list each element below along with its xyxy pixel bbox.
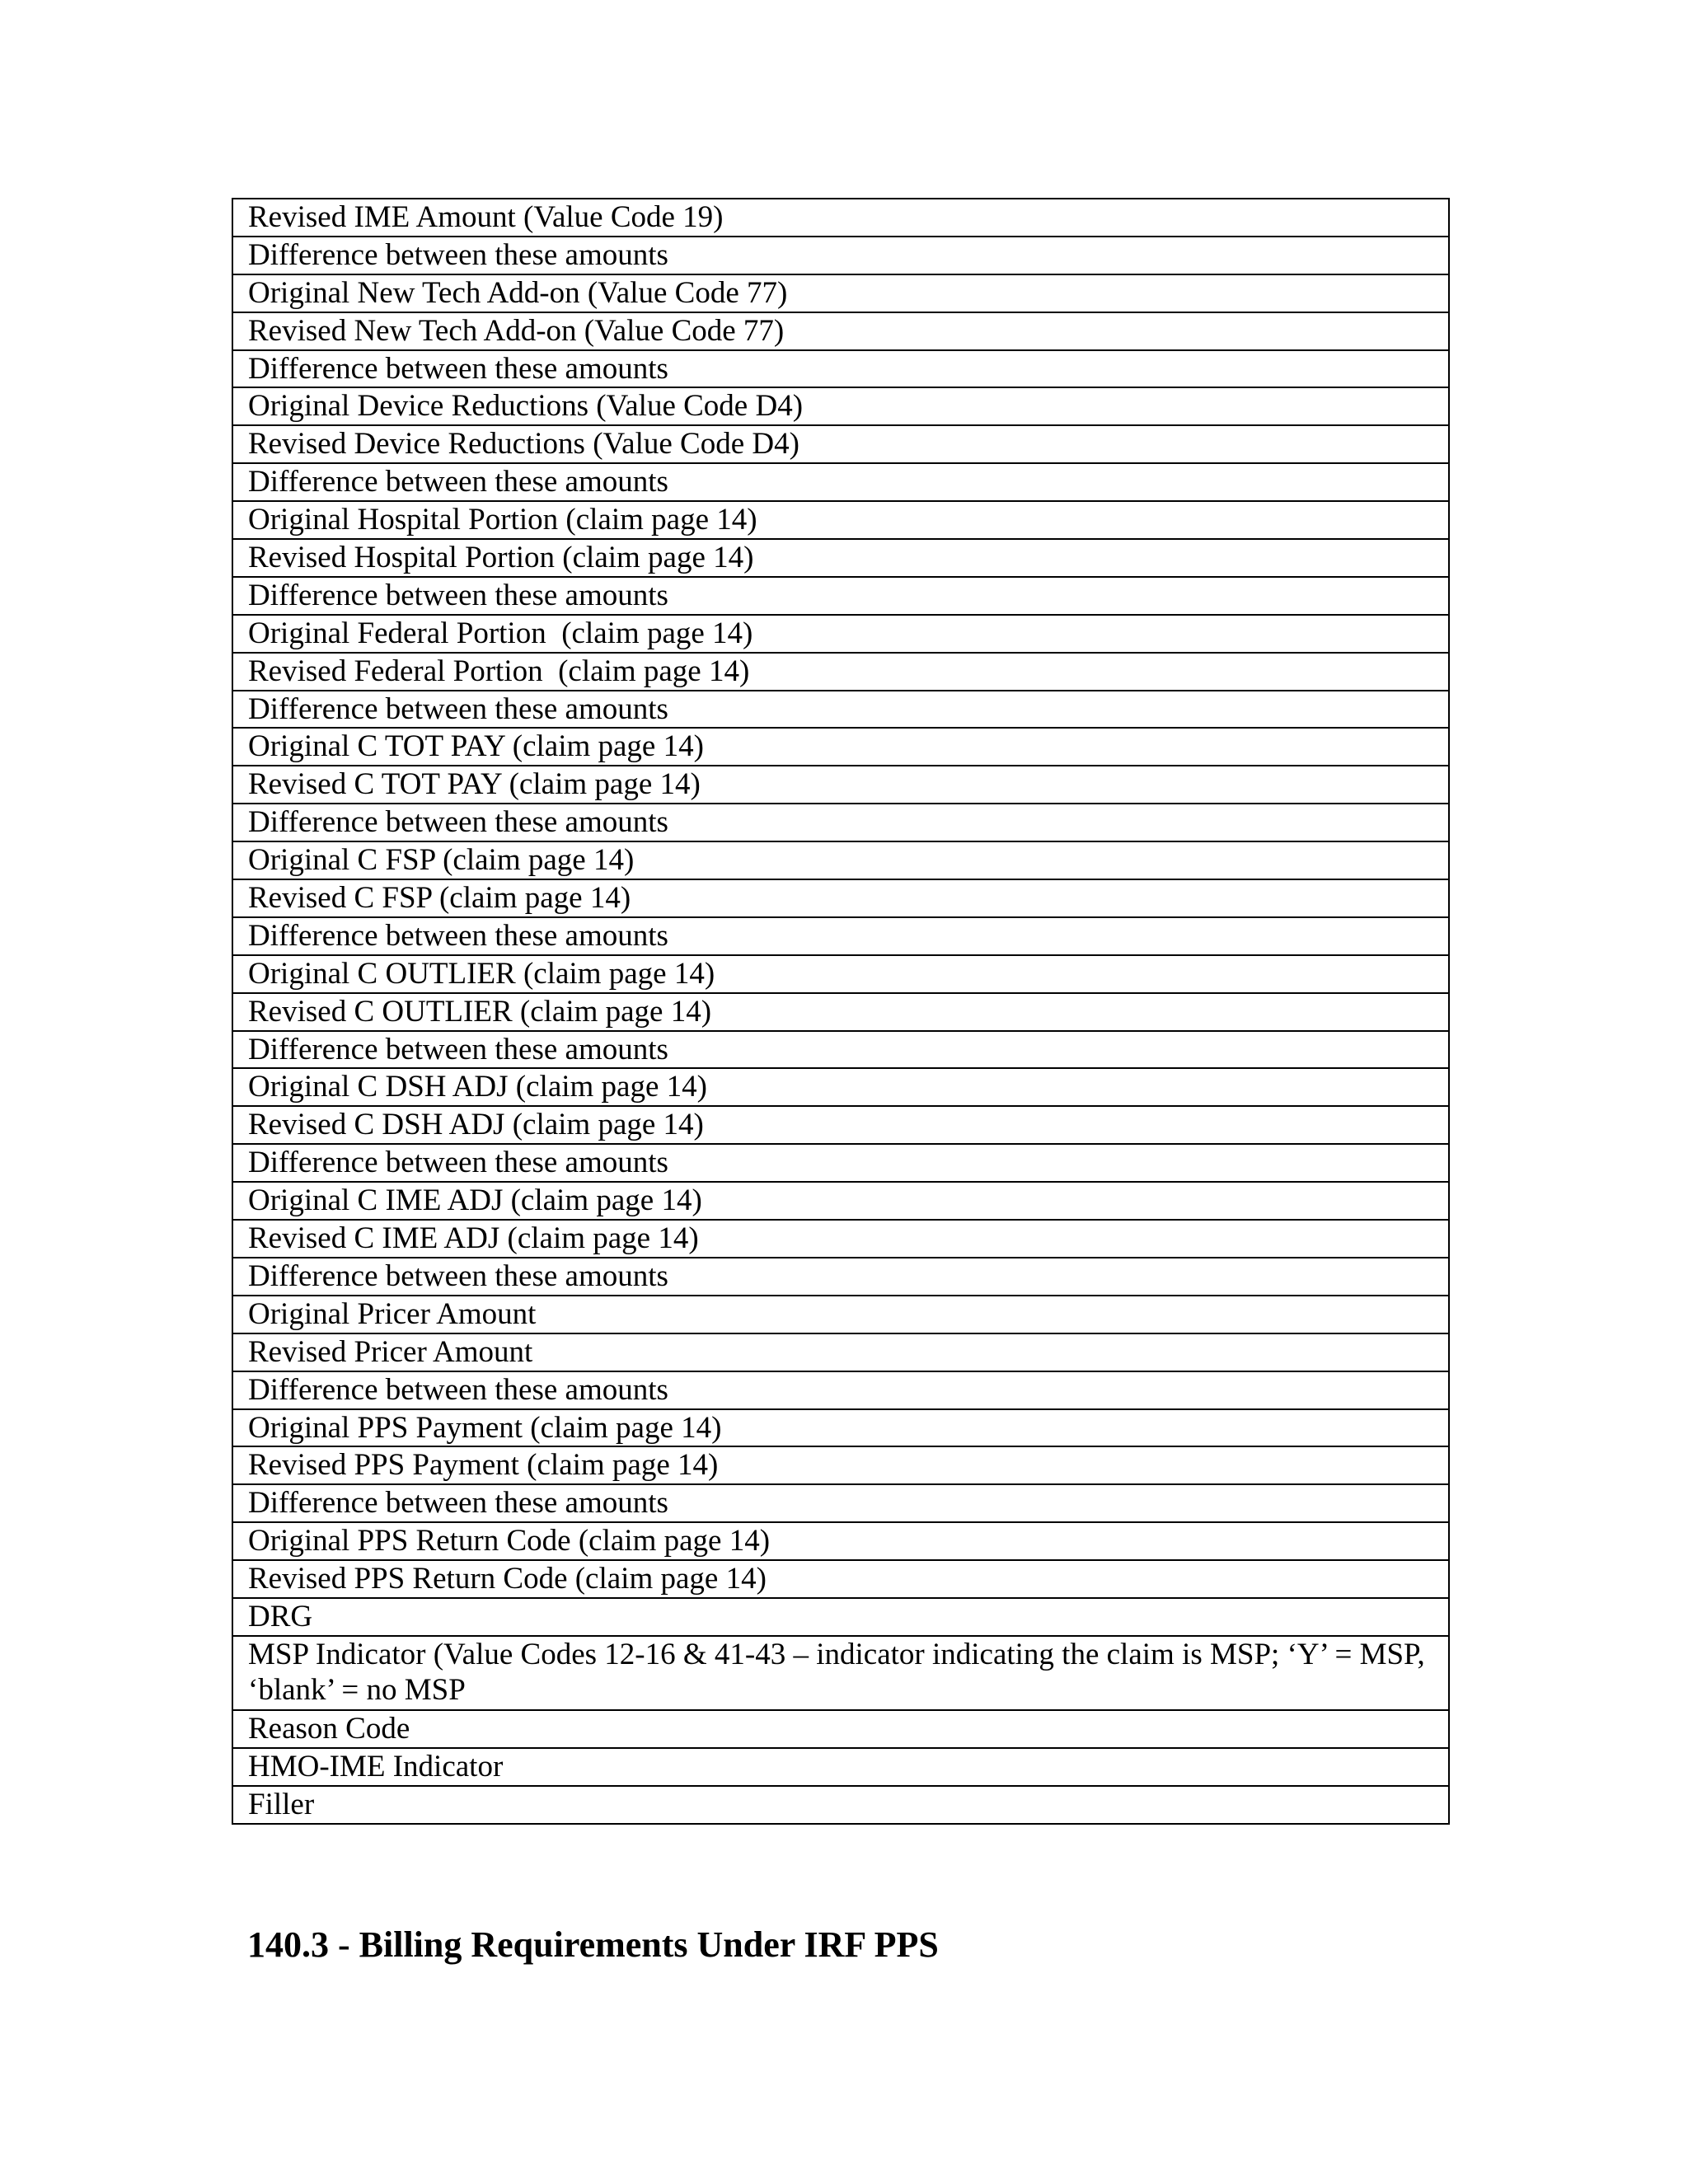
table-row bbox=[232, 577, 1449, 615]
table-row bbox=[232, 1710, 1449, 1748]
table-row bbox=[232, 1296, 1449, 1333]
table-row bbox=[232, 879, 1449, 917]
table-cell: Original PPS Return Code (claim page 14) bbox=[232, 1522, 1449, 1560]
table-row bbox=[232, 1258, 1449, 1296]
table-cell: DRG bbox=[232, 1598, 1449, 1636]
table-row bbox=[232, 917, 1449, 955]
table-cell: Revised IME Amount (Value Code 19) bbox=[232, 199, 1449, 237]
table-row bbox=[232, 274, 1449, 312]
table-cell: Difference between these amounts bbox=[232, 917, 1449, 955]
table-row bbox=[232, 1144, 1449, 1182]
table-cell: Original C FSP (claim page 14) bbox=[232, 841, 1449, 879]
section-heading: 140.3 - Billing Requirements Under IRF PPS bbox=[247, 1924, 939, 1965]
table-row bbox=[232, 1031, 1449, 1069]
table-cell: Revised C OUTLIER (claim page 14) bbox=[232, 993, 1449, 1031]
table-cell: Difference between these amounts bbox=[232, 1031, 1449, 1069]
table-row bbox=[232, 539, 1449, 577]
table-cell: Difference between these amounts bbox=[232, 577, 1449, 615]
table-row bbox=[232, 350, 1449, 388]
table-cell: Revised C DSH ADJ (claim page 14) bbox=[232, 1106, 1449, 1144]
table-row bbox=[232, 387, 1449, 425]
table-row bbox=[232, 653, 1449, 691]
table-row bbox=[232, 501, 1449, 539]
table-row bbox=[232, 1068, 1449, 1106]
field-list-body bbox=[232, 199, 1449, 1824]
table-cell: Revised C FSP (claim page 14) bbox=[232, 879, 1449, 917]
table-cell: Original C DSH ADJ (claim page 14) bbox=[232, 1068, 1449, 1106]
table-row bbox=[232, 1636, 1449, 1710]
table-row bbox=[232, 1446, 1449, 1484]
table-row bbox=[232, 1786, 1449, 1824]
table-row bbox=[232, 463, 1449, 501]
table-row bbox=[232, 1560, 1449, 1598]
table-row bbox=[232, 728, 1449, 766]
table-cell: Difference between these amounts bbox=[232, 237, 1449, 274]
table-row bbox=[232, 237, 1449, 274]
table-row bbox=[232, 1409, 1449, 1447]
table-row bbox=[232, 1106, 1449, 1144]
table-cell: Original C IME ADJ (claim page 14) bbox=[232, 1182, 1449, 1220]
table-cell: Difference between these amounts bbox=[232, 1258, 1449, 1296]
table-row bbox=[232, 615, 1449, 653]
table-row bbox=[232, 1748, 1449, 1786]
table-row bbox=[232, 993, 1449, 1031]
table-row bbox=[232, 1598, 1449, 1636]
table-cell: Revised PPS Return Code (claim page 14) bbox=[232, 1560, 1449, 1598]
table-row bbox=[232, 841, 1449, 879]
table-row bbox=[232, 1522, 1449, 1560]
table-cell: Original Pricer Amount bbox=[232, 1296, 1449, 1333]
table-cell: Revised New Tech Add-on (Value Code 77) bbox=[232, 312, 1449, 350]
table-cell: Difference between these amounts bbox=[232, 350, 1449, 388]
table-cell: Revised Federal Portion (claim page 14) bbox=[232, 653, 1449, 691]
table-row bbox=[232, 691, 1449, 729]
table-cell: Revised Device Reductions (Value Code D4) bbox=[232, 425, 1449, 463]
table-row bbox=[232, 1220, 1449, 1258]
table-row bbox=[232, 1484, 1449, 1522]
table-cell: Filler bbox=[232, 1786, 1449, 1824]
table-cell: Revised Pricer Amount bbox=[232, 1333, 1449, 1371]
table-cell: Original Device Reductions (Value Code D4) bbox=[232, 387, 1449, 425]
table-cell: HMO-IME Indicator bbox=[232, 1748, 1449, 1786]
table-cell: Original New Tech Add-on (Value Code 77) bbox=[232, 274, 1449, 312]
table-cell: Revised C TOT PAY (claim page 14) bbox=[232, 766, 1449, 804]
table-row bbox=[232, 312, 1449, 350]
table-cell: Revised PPS Payment (claim page 14) bbox=[232, 1446, 1449, 1484]
field-list-table bbox=[232, 198, 1450, 1825]
table-cell: Original Federal Portion (claim page 14) bbox=[232, 615, 1449, 653]
table-row bbox=[232, 425, 1449, 463]
table-cell: MSP Indicator (Value Codes 12-16 & 41-43 – indicator indicating the claim is MSP; ‘Y’ = MSP, ‘blank’ = no MSP bbox=[232, 1636, 1449, 1710]
table-row bbox=[232, 1371, 1449, 1409]
table-cell: Difference between these amounts bbox=[232, 1371, 1449, 1409]
table-cell: Difference between these amounts bbox=[232, 691, 1449, 729]
table-cell: Reason Code bbox=[232, 1710, 1449, 1748]
table-row bbox=[232, 1333, 1449, 1371]
table-row bbox=[232, 199, 1449, 237]
table-cell: Difference between these amounts bbox=[232, 804, 1449, 841]
table-row bbox=[232, 804, 1449, 841]
table-cell: Original PPS Payment (claim page 14) bbox=[232, 1409, 1449, 1447]
table-cell: Original C TOT PAY (claim page 14) bbox=[232, 728, 1449, 766]
table-cell: Original C OUTLIER (claim page 14) bbox=[232, 955, 1449, 993]
table-row bbox=[232, 955, 1449, 993]
table-cell: Difference between these amounts bbox=[232, 1144, 1449, 1182]
table-row bbox=[232, 766, 1449, 804]
table-cell: Revised C IME ADJ (claim page 14) bbox=[232, 1220, 1449, 1258]
table-row bbox=[232, 1182, 1449, 1220]
table-cell: Revised Hospital Portion (claim page 14) bbox=[232, 539, 1449, 577]
table-cell: Difference between these amounts bbox=[232, 1484, 1449, 1522]
table-cell: Original Hospital Portion (claim page 14) bbox=[232, 501, 1449, 539]
table-cell: Difference between these amounts bbox=[232, 463, 1449, 501]
